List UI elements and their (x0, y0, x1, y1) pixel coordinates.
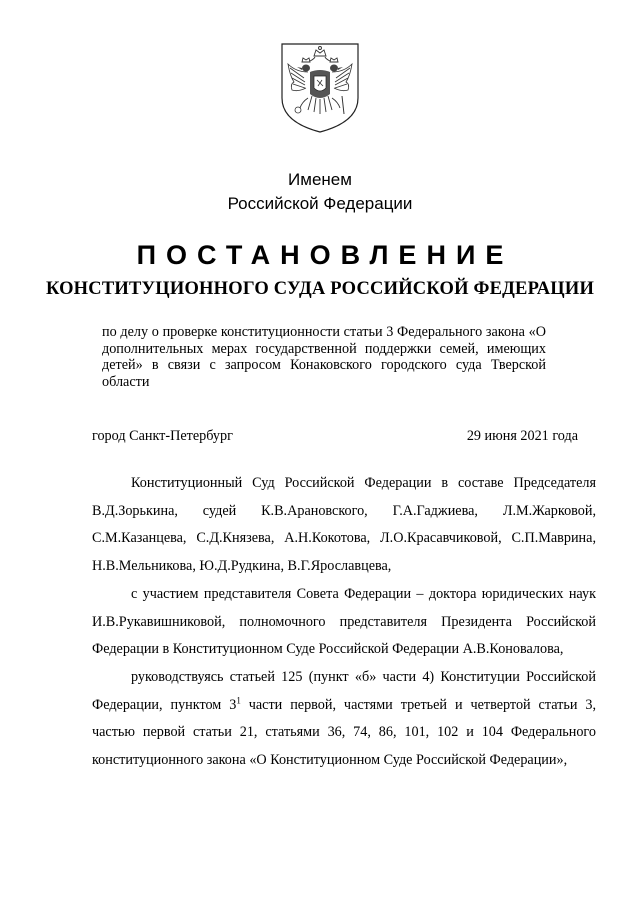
preamble-line-1: Именем (288, 170, 352, 189)
court-name: КОНСТИТУЦИОННОГО СУДА РОССИЙСКОЙ ФЕДЕРАЦИИ (45, 279, 595, 299)
paragraph-composition: Конституционный Суд Российской Федерации в составе Председателя В.Д.Зорькина, судей К.В.Арановского, Г.А.Гаджиева, Л.М.Жарковой, С.М.Казанцева, С.Д.Князева, А.Н.Кокотова, Л.О.Красавчиковой, С.П.Маврина, Н.В.Мельникова, Ю.Д.Рудкина, В.Г.Ярославцева, (92, 475, 596, 575)
city: город Санкт-Петербург (92, 428, 233, 444)
paragraph-participants: с участием представителя Совета Федерации – доктора юридических наук И.В.Рукавишниковой, полномочного представителя Президента Российской Федерации в Конституционном Суде Российской Федерации А.В.Коновалова, (92, 585, 596, 658)
paragraph-legal-basis (92, 664, 596, 775)
document-title: ПОСТАНОВЛЕНИЕ (136, 240, 514, 270)
coat-of-arms-icon (278, 42, 362, 134)
date: 29 июня 2021 года (466, 428, 578, 444)
legal-basis-text-end: части первой, частями третьей и четвертой статьи 3, частью первой статьи 21, статьями 36, 74, 86, 101, 102 и 104 Федерального конституционного закона «О Конституционном Суде Российской Федерации», (92, 696, 596, 769)
superscript-number: 1 (236, 694, 241, 705)
document-body (92, 470, 596, 775)
case-subject: по делу о проверке конституционности статьи 3 Федерального закона «О дополнительных мерах государственной поддержки семей, имеющих детей» в связи с запросом Конаковского городского суда Тверской области (102, 324, 546, 390)
legal-basis-text-start: руководствуясь статьей 125 (пункт «б» части 4) Конституции Российской Федерации, пунктом 3 (92, 668, 596, 713)
preamble-line-2: Российской Федерации (227, 194, 413, 213)
